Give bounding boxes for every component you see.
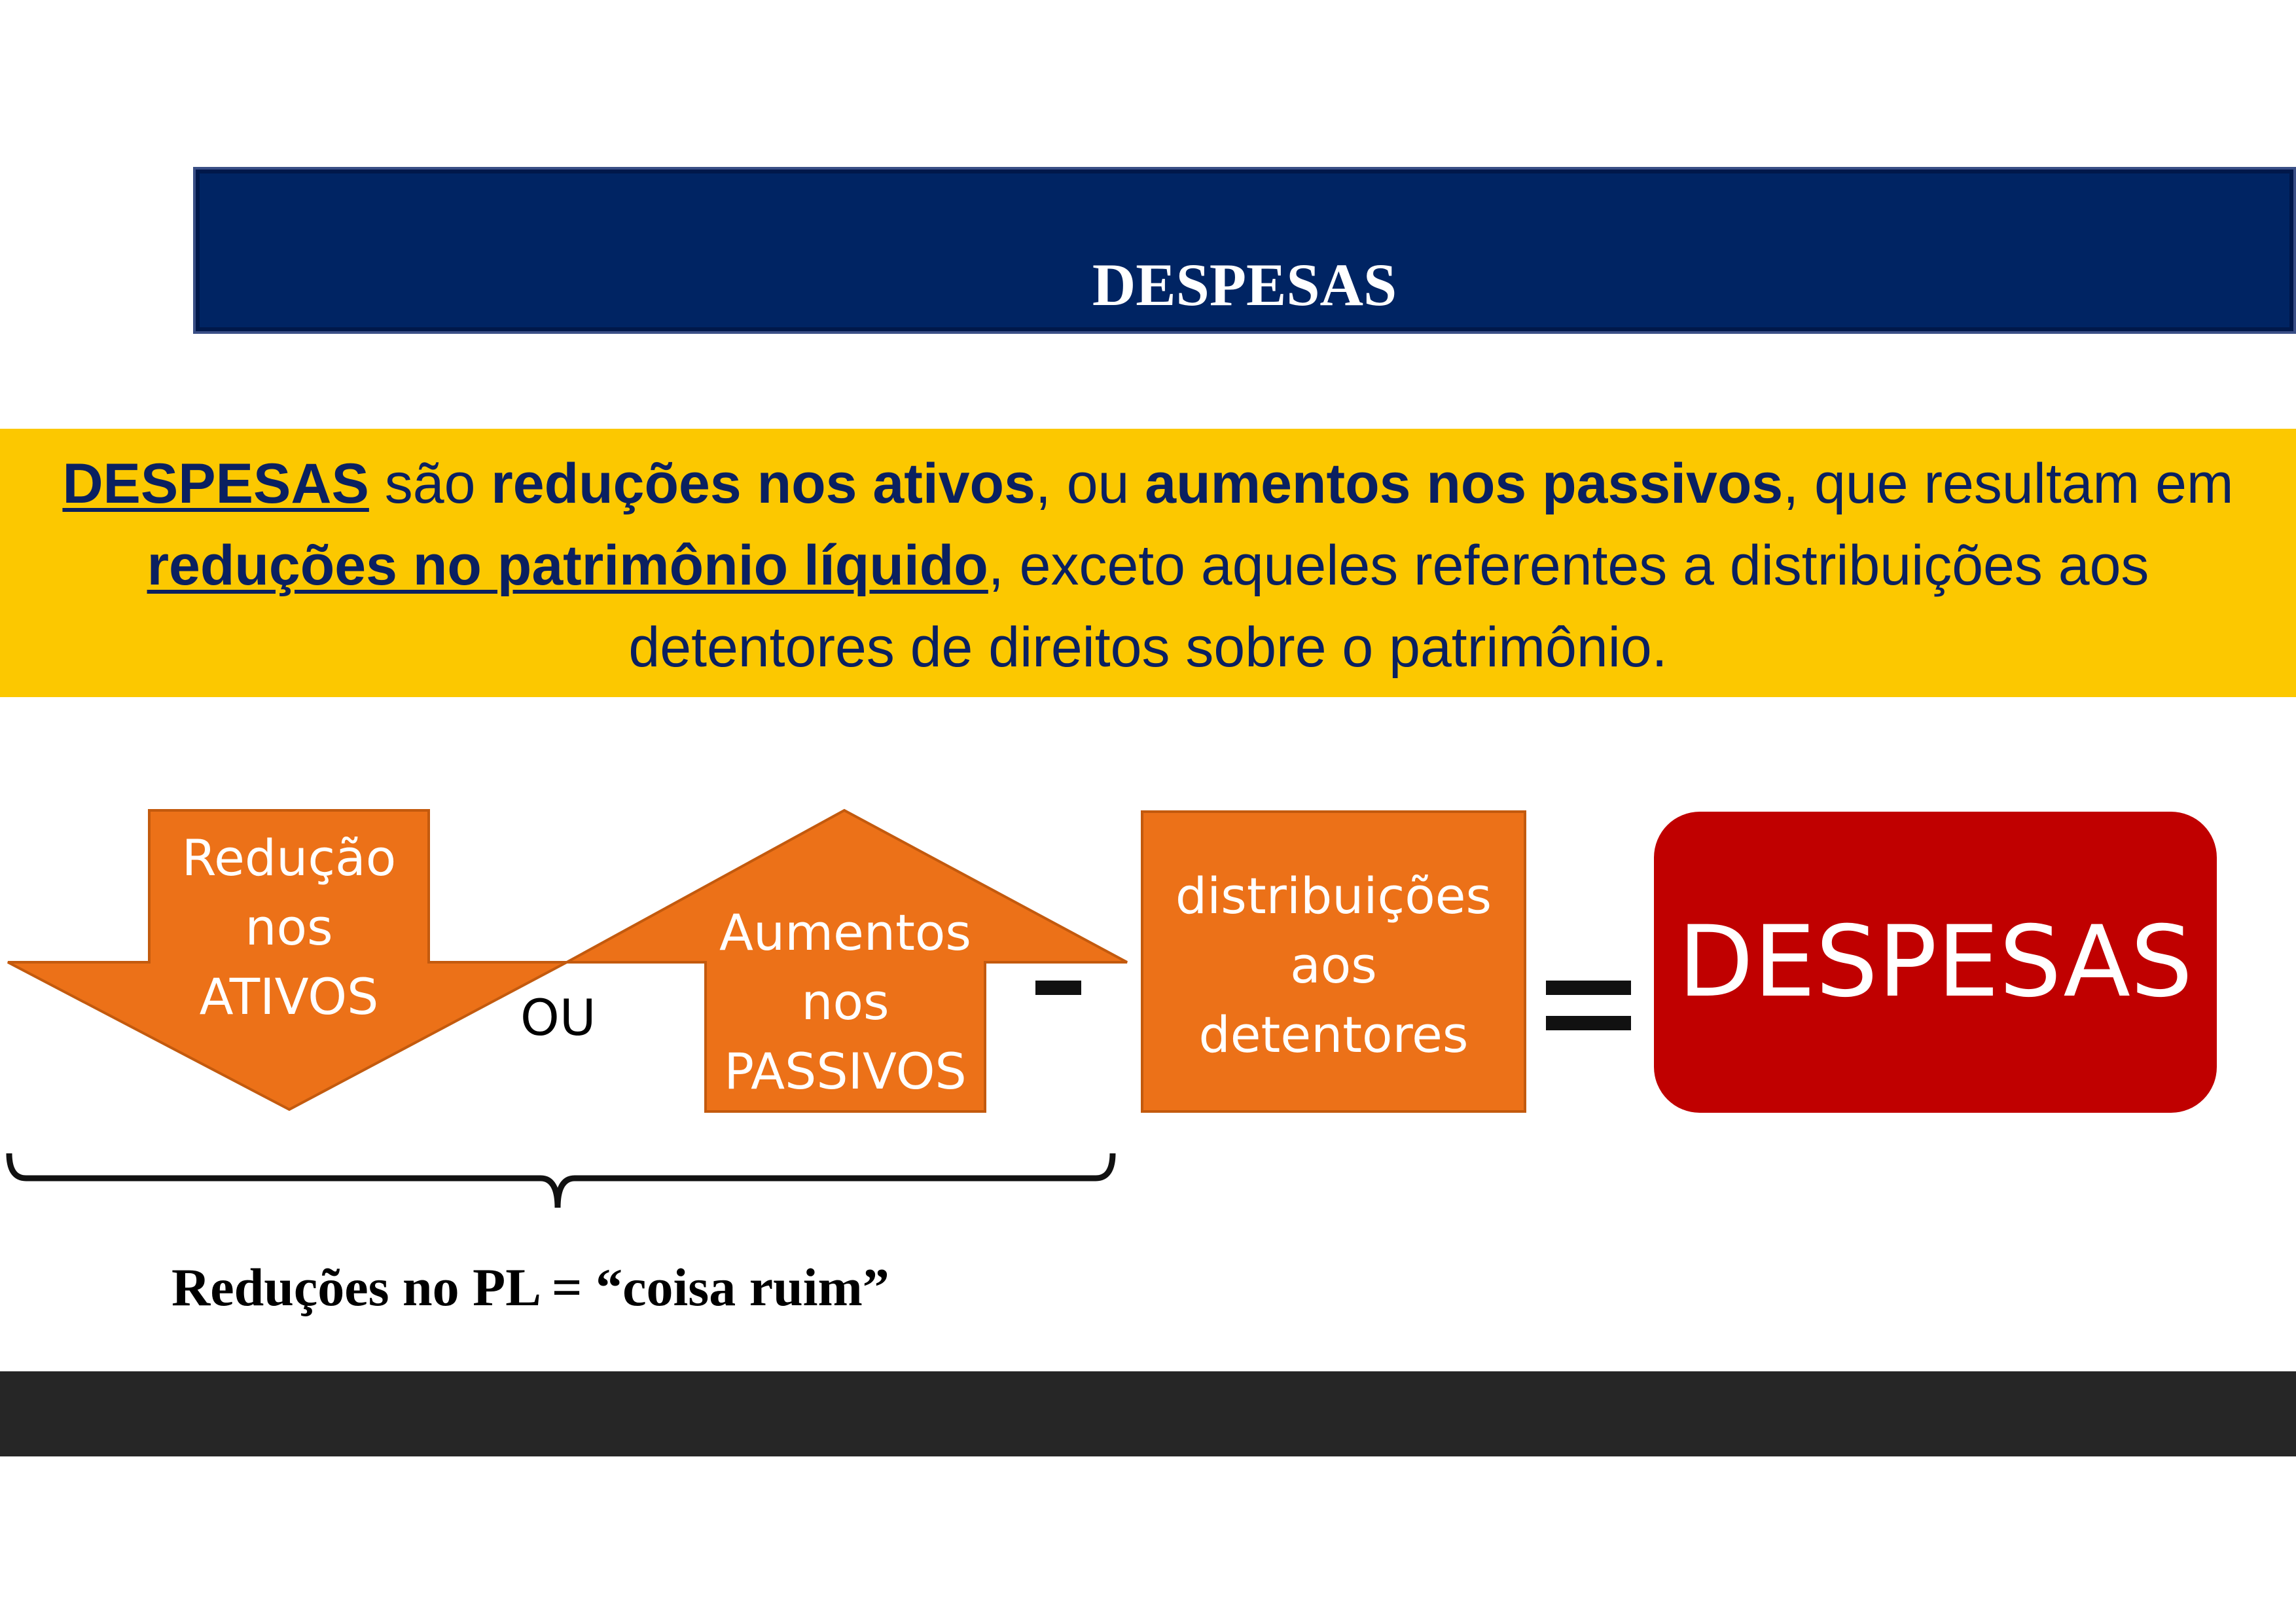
- page-title: DESPESAS: [1092, 251, 1397, 318]
- distribution-box-label: [1142, 861, 1525, 1070]
- definition-increases-liabilities: aumentos nos passivos: [1145, 452, 1784, 515]
- result-label: DESPESAS: [1677, 905, 2193, 1019]
- down-arrow-label: [149, 823, 429, 1032]
- curly-brace: [9, 1153, 1113, 1208]
- definition-text-1: são: [368, 452, 492, 515]
- distribution-line-2: aos: [1290, 936, 1377, 994]
- or-label: OU: [520, 988, 596, 1047]
- definition-text-3: , que resultam em: [1783, 452, 2234, 515]
- definition-text-2: , ou: [1035, 452, 1145, 515]
- brace-caption: Reduções no PL = “coisa ruim”: [171, 1257, 889, 1317]
- up-arrow-line-3: PASSIVOS: [724, 1042, 967, 1100]
- down-arrow-line-1: Redução: [181, 829, 397, 887]
- distribution-line-3: detentores: [1198, 1005, 1469, 1064]
- definition-reductions-assets: reduções nos ativos: [491, 452, 1035, 515]
- equals-sign-bottom: [1546, 1016, 1631, 1030]
- distribution-line-1: distribuições: [1175, 867, 1492, 925]
- result-box: [1654, 812, 2217, 1113]
- up-arrow-line-2: nos: [801, 973, 889, 1031]
- definition-text-4: , exceto aqueles referentes a distribuições aos detentores de direitos sobre o patrimônio.: [628, 534, 2149, 679]
- footer-bar: [0, 1371, 2296, 1456]
- down-arrow-line-2: nos: [245, 898, 333, 956]
- down-arrow-line-3: ATIVOS: [199, 967, 379, 1026]
- definition-reductions-equity: reduções no patrimônio líquido: [147, 534, 988, 597]
- equals-sign-top: [1546, 981, 1631, 995]
- minus-sign: [1035, 981, 1081, 995]
- up-arrow-label: [706, 898, 985, 1106]
- definition-term: DESPESAS: [62, 452, 369, 515]
- up-arrow-line-1: Aumentos: [719, 903, 971, 962]
